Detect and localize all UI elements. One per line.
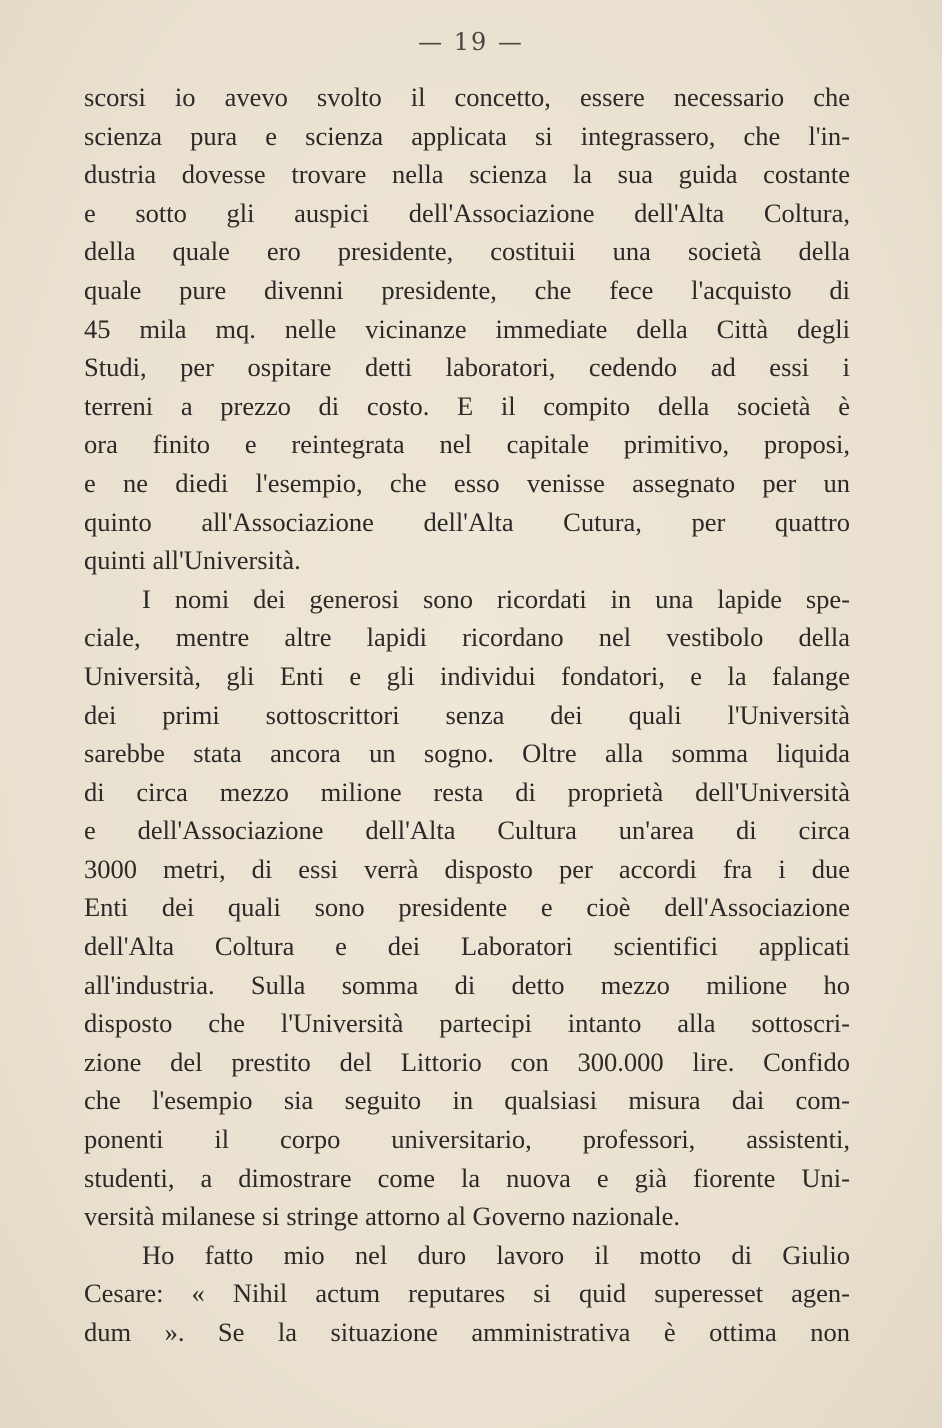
text-line: scorsi io avevo svolto il concetto, essere necessario che	[84, 82, 850, 112]
body-text	[84, 78, 850, 1352]
text-line: di circa mezzo milione resta di proprietà dell'Università	[84, 776, 850, 807]
text-line: versità milanese si stringe attorno al Governo nazionale.	[84, 1201, 681, 1232]
text-line: ora finito e reintegrata nel capitale primitivo, proposi,	[84, 429, 850, 460]
text-line: Enti dei quali sono presidente e cioè dell'Associazione	[84, 892, 850, 923]
text-line: che l'esempio sia seguito in qualsiasi misura dai com-	[84, 1085, 850, 1116]
paragraph	[84, 1236, 850, 1352]
text-line: dei primi sottoscrittori senza dei quali l'Università	[84, 699, 850, 730]
text-line: Cesare: « Nihil actum reputares si quid superesset agen-	[84, 1278, 850, 1309]
text-line: Studi, per ospitare detti laboratori, cedendo ad essi i	[84, 352, 850, 383]
text-line: ciale, mentre altre lapidi ricordano nel vestibolo della	[84, 622, 850, 653]
text-line: 45 mila mq. nelle vicinanze immediate della Città degli	[84, 313, 850, 344]
text-line: dum ». Se la situazione amministrativa è ottima non	[84, 1317, 850, 1347]
paragraph	[84, 580, 850, 1236]
text-line: Università, gli Enti e gli individui fondatori, e la falange	[84, 660, 850, 691]
text-line: ponenti il corpo universitario, professori, assistenti,	[84, 1124, 850, 1155]
text-line: dell'Alta Coltura e dei Laboratori scientifici applicati	[84, 931, 850, 962]
text-line: sarebbe stata ancora un sogno. Oltre alla somma liquida	[84, 738, 850, 769]
text-line: Ho fatto mio nel duro lavoro il motto di Giulio	[142, 1239, 850, 1270]
text-line: studenti, a dimostrare come la nuova e già fiorente Uni-	[84, 1162, 850, 1193]
text-line: dustria dovesse trovare nella scienza la sua guida costante	[84, 159, 850, 190]
text-line: e sotto gli auspici dell'Associazione dell'Alta Coltura,	[84, 197, 850, 228]
paragraph	[84, 78, 850, 580]
text-line: della quale ero presidente, costituii una società della	[84, 236, 850, 267]
text-line: quinti all'Università.	[84, 545, 301, 576]
page-number: — 19 —	[418, 28, 524, 56]
text-line: I nomi dei generosi sono ricordati in una lapide spe-	[142, 583, 850, 614]
text-line: 3000 metri, di essi verrà disposto per accordi fra i due	[84, 853, 850, 884]
text-line: quale pure divenni presidente, che fece l'acquisto di	[84, 274, 850, 305]
text-line: e ne diedi l'esempio, che esso venisse assegnato per un	[84, 467, 850, 498]
text-line: scienza pura e scienza applicata si integrassero, che l'in-	[84, 120, 850, 151]
text-line: disposto che l'Università partecipi intanto alla sottoscri-	[84, 1008, 850, 1039]
text-line: terreni a prezzo di costo. E il compito della società è	[84, 390, 850, 421]
text-line: e dell'Associazione dell'Alta Cultura un'area di circa	[84, 815, 850, 846]
text-line: zione del prestito del Littorio con 300.000 lire. Confido	[84, 1046, 850, 1077]
text-line: all'industria. Sulla somma di detto mezzo milione ho	[84, 969, 850, 1000]
text-line: quinto all'Associazione dell'Alta Cutura, per quattro	[84, 506, 850, 537]
